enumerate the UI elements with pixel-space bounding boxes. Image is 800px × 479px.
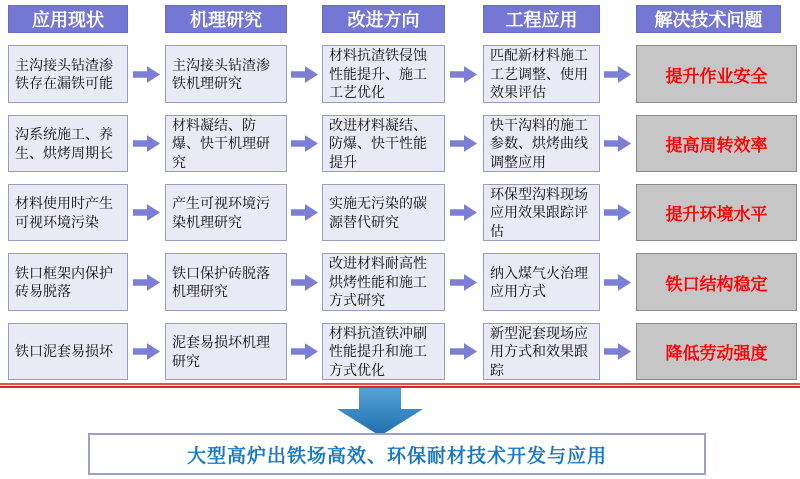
mechanism-box-4: 铁口保护砖脱落机理研究: [165, 253, 287, 311]
right-arrow-icon: [287, 253, 322, 311]
right-arrow-icon: [600, 323, 636, 380]
mechanism-box-1: 主沟接头钻渣渗铁机理研究: [165, 45, 287, 103]
result-box-2: 提高周转效率: [636, 115, 797, 172]
right-arrow-icon: [445, 184, 483, 241]
application-box-5: 新型泥套现场应用方式和效果跟踪: [483, 323, 600, 380]
result-box-4: 铁口结构稳定: [636, 253, 797, 311]
right-arrow-icon: [128, 184, 165, 241]
result-box-5: 降低劳动强度: [636, 323, 797, 380]
improvement-box-3: 实施无污染的碳源替代研究: [322, 184, 445, 241]
right-arrow-icon: [600, 115, 636, 172]
down-arrow-icon: [336, 388, 424, 436]
status-box-4: 铁口框架内保护砖易脱落: [8, 253, 128, 311]
mechanism-box-2: 材料凝结、防爆、快干机理研究: [165, 115, 287, 172]
mechanism-box-3: 产生可视环境污染机理研究: [165, 184, 287, 241]
status-box-1: 主沟接头钻渣渗铁存在漏铁可能: [8, 45, 128, 103]
mechanism-box-5: 泥套易损坏机理研究: [165, 323, 287, 380]
application-box-2: 快干沟料的施工参数、烘烤曲线调整应用: [483, 115, 600, 172]
improvement-box-1: 材料抗渣铁侵蚀性能提升、施工工艺优化: [322, 45, 445, 103]
status-box-5: 铁口泥套易损坏: [8, 323, 128, 380]
right-arrow-icon: [128, 115, 165, 172]
result-box-3: 提升环境水平: [636, 184, 797, 241]
status-box-2: 沟系统施工、养生、烘烤周期长: [8, 115, 128, 172]
improvement-box-4: 改进材料耐高性烘烤性能和施工方式研究: [322, 253, 445, 311]
right-arrow-icon: [445, 45, 483, 103]
right-arrow-icon: [128, 253, 165, 311]
right-arrow-icon: [600, 45, 636, 103]
right-arrow-icon: [600, 184, 636, 241]
application-box-3: 环保型沟料现场应用效果跟踪评估: [483, 184, 600, 241]
column-header-improvement-direction: 改进方向: [322, 5, 445, 33]
column-header-engineering-application: 工程应用: [483, 5, 600, 33]
conclusion-text: 大型高炉出铁场高效、环保耐材技术开发与应用: [186, 445, 607, 467]
right-arrow-icon: [445, 323, 483, 380]
improvement-box-2: 改进材料凝结、防爆、快干性能提升: [322, 115, 445, 172]
column-header-current-status: 应用现状: [8, 5, 128, 33]
right-arrow-icon: [128, 323, 165, 380]
column-header-mechanism-research: 机理研究: [165, 5, 287, 33]
application-box-4: 纳入煤气火治理应用方式: [483, 253, 600, 311]
result-box-1: 提升作业安全: [636, 45, 797, 103]
right-arrow-icon: [600, 253, 636, 311]
right-arrow-icon: [287, 115, 322, 172]
application-box-1: 匹配新材料施工工艺调整、使用效果评估: [483, 45, 600, 103]
right-arrow-icon: [287, 323, 322, 380]
right-arrow-icon: [287, 45, 322, 103]
right-arrow-icon: [128, 45, 165, 103]
status-box-3: 材料使用时产生可视环境污染: [8, 184, 128, 241]
improvement-box-5: 材料抗渣铁冲刷性能提升和施工方式优化: [322, 323, 445, 380]
column-header-solved-problems: 解决技术问题: [636, 5, 781, 33]
right-arrow-icon: [287, 184, 322, 241]
right-arrow-icon: [445, 253, 483, 311]
right-arrow-icon: [445, 115, 483, 172]
conclusion-box: [88, 433, 706, 475]
